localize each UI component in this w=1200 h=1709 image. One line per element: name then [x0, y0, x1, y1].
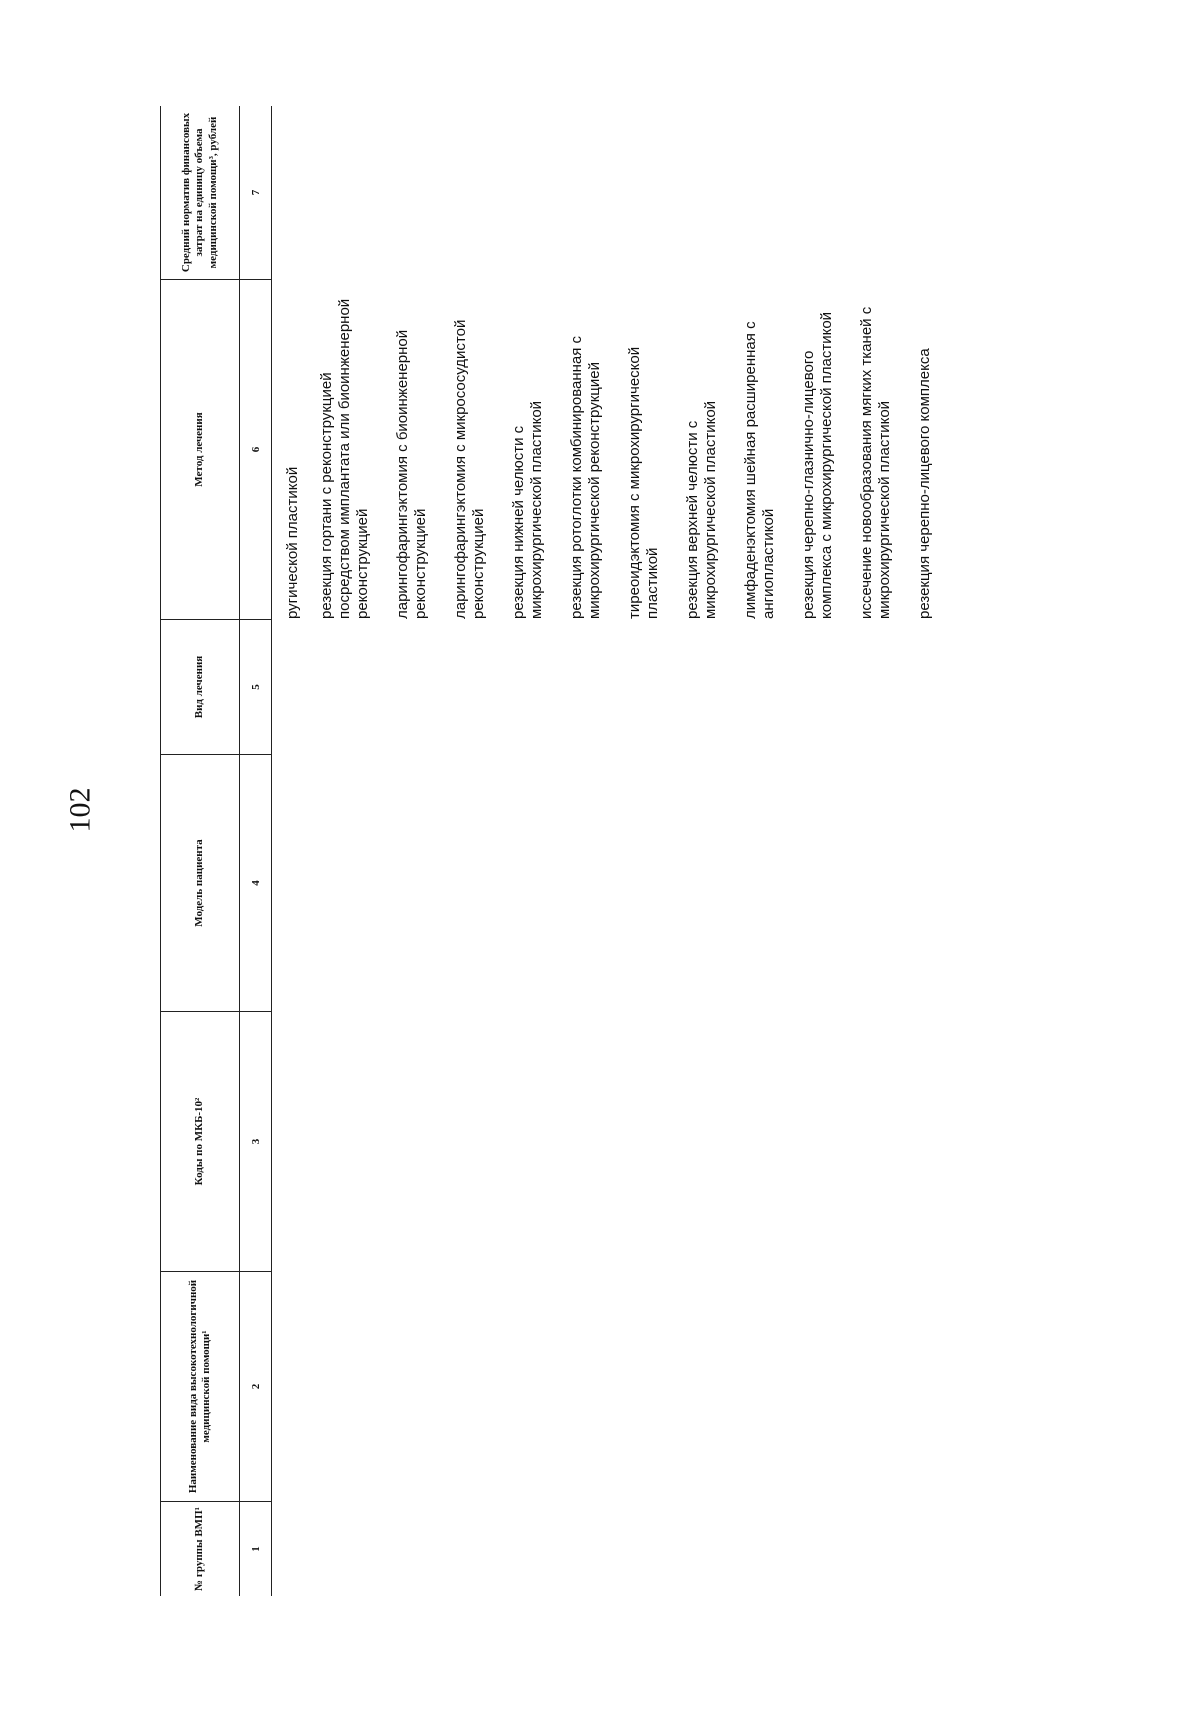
table-header [160, 106, 272, 1596]
header-label: Коды по МКБ-10² [193, 1097, 206, 1186]
header-column-number: 7 [239, 106, 271, 279]
header-column-number: 4 [239, 755, 271, 1011]
header-col-group-number [161, 1501, 271, 1596]
page-number [60, 780, 100, 840]
page-number-text: 102 [63, 787, 96, 833]
rotated-table-sheet [160, 106, 1120, 1596]
treatment-method-item: резекция ротоглотки комбинированная с микрохирургической реконструкцией [568, 335, 603, 619]
treatment-method-item: лимфаденэктомия шейная расширенная с ангиопластикой [742, 321, 777, 619]
header-label: Модель пациента [193, 839, 206, 927]
header-label: Средний норматив финансовых затрат на единицу объема медицинской помощи³, рублей [180, 112, 219, 273]
header-col-vmp-name [161, 1271, 271, 1501]
header-label: Наименование вида высокотехнологичной медицинской помощи¹ [186, 1279, 212, 1494]
header-col-patient-model [161, 754, 271, 1011]
header-column-number: 5 [239, 620, 271, 754]
header-label: № группы ВМП¹ [193, 1507, 206, 1591]
header-col-icd-codes [161, 1011, 271, 1271]
treatment-method-item: иссечение новообразования мягких тканей с микрохирургической пластикой [858, 306, 893, 619]
header-column-number: 2 [239, 1272, 271, 1501]
treatment-method-item: резекция черепно-лицевого комплекса [916, 348, 933, 619]
treatment-method-item: тиреоидэктомия с микрохирургической пластикой [626, 346, 661, 619]
header-label: Метод лечения [193, 412, 206, 487]
treatment-method-item: резекция нижней челюсти с микрохирургической пластикой [510, 400, 545, 619]
treatment-method-item: ларингофарингэктомия с биоинженерной реконструкцией [394, 329, 429, 619]
treatment-method-item: резекция верхней челюсти с микрохирургической пластикой [684, 400, 719, 619]
header-col-financing-norm [161, 106, 271, 279]
treatment-method-item: резекция черепно-глазнично-лицевого комплекса с микрохирургической пластикой [800, 311, 835, 619]
treatment-method-item: ругической пластикой [284, 466, 301, 619]
header-col-treatment-method [161, 279, 271, 619]
header-column-number: 6 [239, 280, 271, 619]
treatment-method-item: резекция гортани с реконструкцией посредством имплантата или биоинженерной реконструкцией [318, 298, 371, 619]
header-col-treatment-type [161, 619, 271, 754]
treatment-methods-list [284, 289, 956, 619]
treatment-method-item: ларингофарингэктомия с микрососудистой реконструкцией [452, 319, 487, 619]
header-label: Вид лечения [193, 655, 206, 719]
header-column-number: 3 [239, 1012, 271, 1271]
header-column-number: 1 [239, 1502, 271, 1596]
